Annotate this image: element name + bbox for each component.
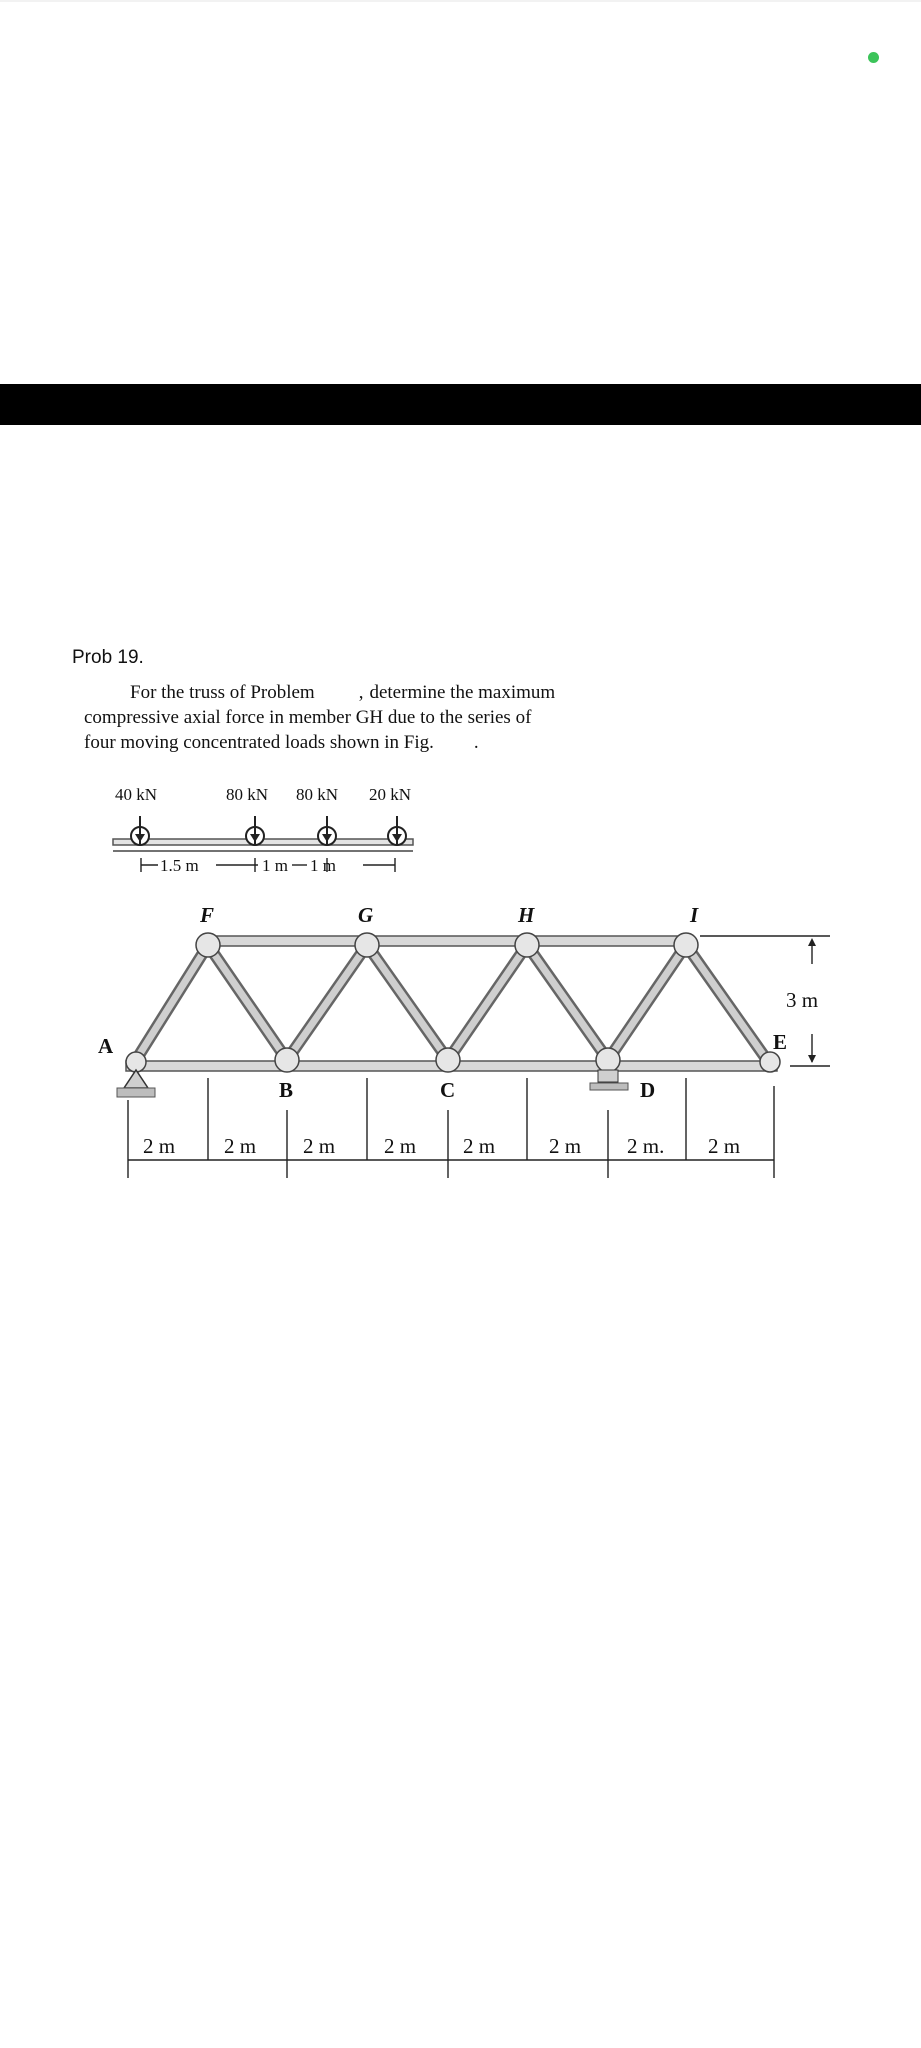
status-dot-icon xyxy=(868,52,879,63)
top-chord xyxy=(208,936,688,946)
joint-B xyxy=(275,1048,299,1072)
label-A: A xyxy=(98,1034,114,1058)
spacing-label-3: 1 m xyxy=(310,856,336,875)
problem-line3-tail: . xyxy=(473,732,479,753)
bay-label-4: 2 m xyxy=(384,1134,417,1158)
problem-statement: For the truss of Problem , determine the maximum compressive axial force in member GH due to the series of four moving concentrated loads shown in Fig. . xyxy=(84,682,556,753)
joint-E xyxy=(760,1052,780,1072)
bay-label-3: 2 m xyxy=(303,1134,336,1158)
joint-H xyxy=(515,933,539,957)
label-E: E xyxy=(773,1030,788,1054)
top-rule xyxy=(0,0,921,2)
bay-label-2: 2 m xyxy=(224,1134,257,1158)
load-label-4: 20 kN xyxy=(369,785,412,804)
problem-line2: compressive axial force in member GH due to the series of xyxy=(84,707,532,728)
roller-support-icon xyxy=(598,1070,618,1082)
joint-D xyxy=(596,1048,620,1072)
load-label-3: 80 kN xyxy=(296,785,339,804)
pin-support-icon xyxy=(124,1070,148,1088)
label-G: G xyxy=(358,903,374,927)
label-B: B xyxy=(279,1078,294,1102)
load-label-1: 40 kN xyxy=(115,785,158,804)
bay-label-1: 2 m xyxy=(143,1134,176,1158)
problem-line1a: For the truss of Problem xyxy=(130,682,315,703)
height-label: 3 m xyxy=(786,988,819,1012)
label-F: F xyxy=(200,903,215,927)
pin-support-ground xyxy=(117,1088,155,1097)
label-H: H xyxy=(518,903,535,927)
bay-label-8: 2 m xyxy=(708,1134,741,1158)
bay-label-6: 2 m xyxy=(549,1134,582,1158)
roller-support-ground xyxy=(590,1083,628,1090)
label-D: D xyxy=(640,1078,656,1102)
joint-C xyxy=(436,1048,460,1072)
bay-label-5: 2 m xyxy=(463,1134,496,1158)
truss xyxy=(98,903,830,1178)
joint-F xyxy=(196,933,220,957)
black-band xyxy=(0,384,921,425)
label-C: C xyxy=(440,1078,456,1102)
joint-I xyxy=(674,933,698,957)
bay-label-7: 2 m. xyxy=(627,1134,665,1158)
load-train xyxy=(113,785,413,875)
joint-G xyxy=(355,933,379,957)
spacing-label-1: 1.5 m xyxy=(160,856,199,875)
problem-line1b: determine the maximum xyxy=(369,682,556,703)
load-label-2: 80 kN xyxy=(226,785,269,804)
truss-figure xyxy=(0,770,921,1190)
problem-heading: Prob 19. xyxy=(72,647,144,668)
spacing-label-2: 1 m xyxy=(262,856,288,875)
label-I: I xyxy=(690,903,699,927)
problem-line3: four moving concentrated loads shown in Fig. xyxy=(84,732,434,753)
